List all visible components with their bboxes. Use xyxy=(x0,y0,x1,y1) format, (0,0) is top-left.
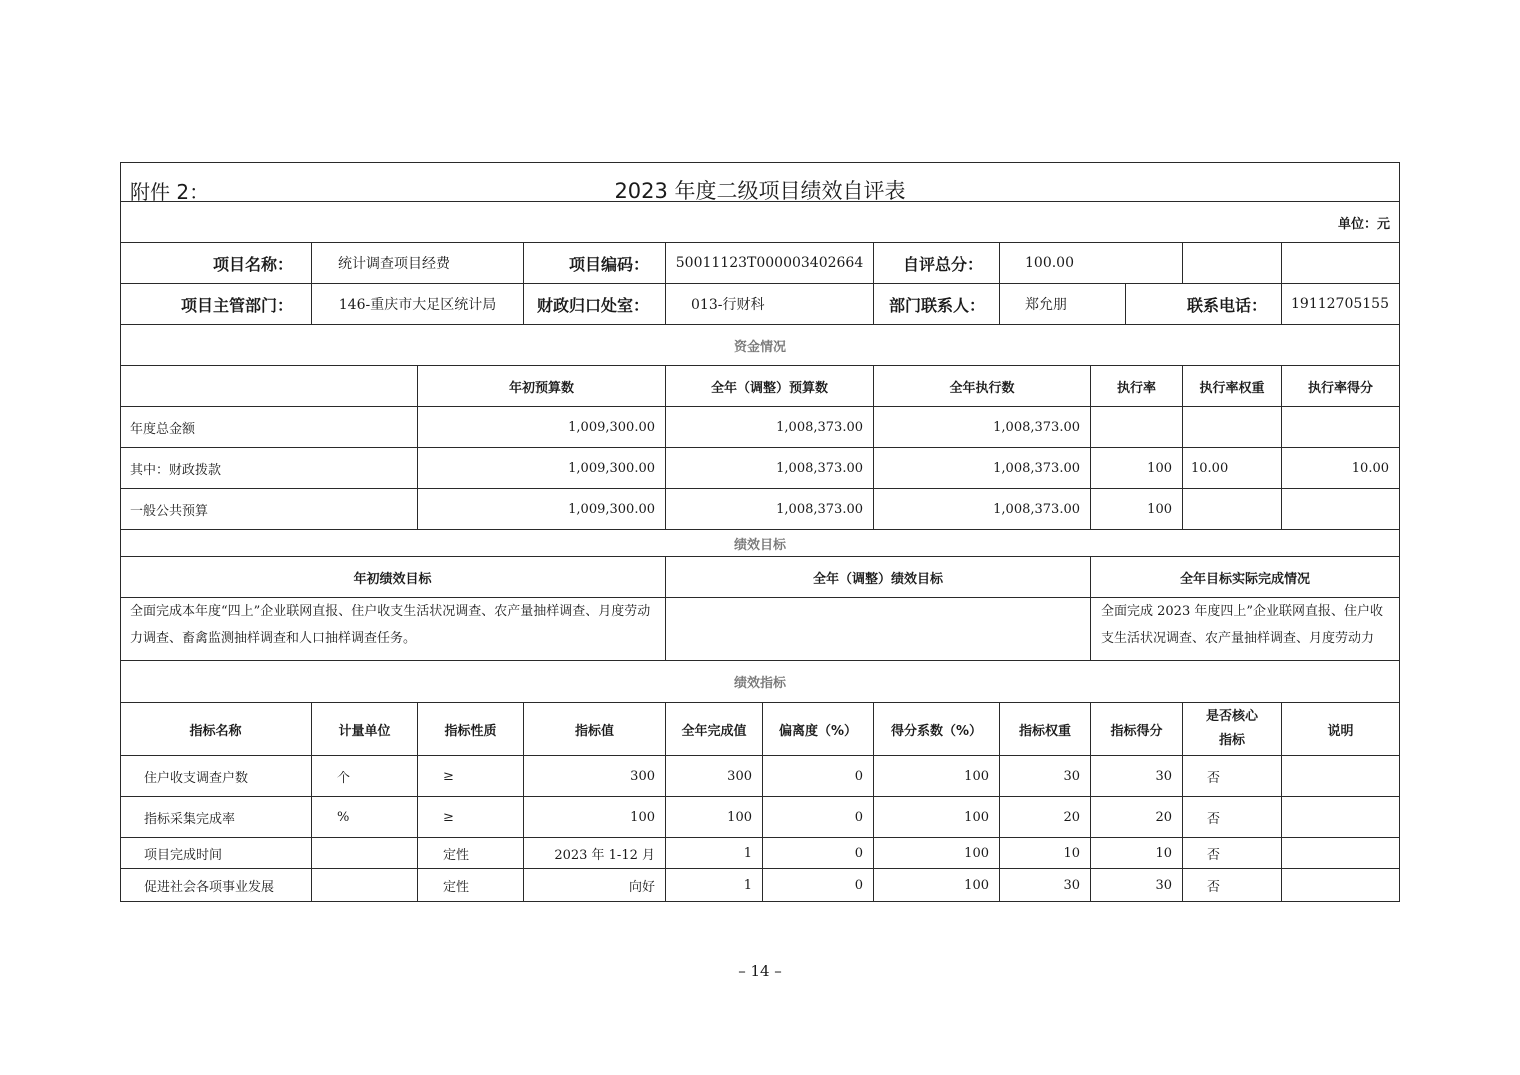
goals-adjusted-text xyxy=(666,598,1090,660)
ind-coef: 100 xyxy=(964,809,989,825)
goals-actual-text: 全面完成 2023 年度四上”企业联网直报、住户收支生活状况调查、农产量抽样调查、月度劳动力 xyxy=(1101,604,1383,646)
self-score-value: 100.00 xyxy=(1025,255,1074,271)
ind-weight: 20 xyxy=(1063,809,1080,825)
funds-header-score: 执行率得分 xyxy=(1307,380,1373,396)
ind-unit: 个 xyxy=(337,770,351,786)
funds-row-executed: 1,008,373.00 xyxy=(993,419,1080,435)
ind-deviation: 0 xyxy=(854,809,863,825)
project-name-value: 统计调查项目经费 xyxy=(338,256,450,272)
funds-row-initial: 1,009,300.00 xyxy=(568,460,655,476)
ind-value: 向好 xyxy=(628,879,655,895)
funds-header-weight: 执行率权重 xyxy=(1199,380,1265,396)
page-number: – 14 – xyxy=(738,962,782,980)
funds-row-name: 一般公共预算 xyxy=(130,503,209,519)
ind-coef: 100 xyxy=(964,768,989,784)
page-title: 2023 年度二级项目绩效自评表 xyxy=(614,179,906,203)
ind-score: 20 xyxy=(1155,809,1172,825)
ind-score: 30 xyxy=(1155,877,1172,893)
funds-section-title: 资金情况 xyxy=(733,339,786,355)
department-value: 146-重庆市大足区统计局 xyxy=(338,297,497,313)
goals-header-initial: 年初绩效目标 xyxy=(353,571,432,587)
funds-row-score xyxy=(1282,407,1399,447)
funds-row-adjusted: 1,008,373.00 xyxy=(776,419,863,435)
ind-done: 1 xyxy=(743,845,752,861)
ind-name: 项目完成时间 xyxy=(144,847,223,863)
funds-row-rate: 100 xyxy=(1147,501,1172,517)
ind-header-weight: 指标权重 xyxy=(1018,723,1071,739)
finance-office-label: 财政归口处室： xyxy=(536,295,649,315)
goals-header-adjusted: 全年（调整）绩效目标 xyxy=(812,571,943,587)
funds-header-rate: 执行率 xyxy=(1116,380,1156,396)
ind-note xyxy=(1282,838,1399,868)
funds-row-adjusted: 1,008,373.00 xyxy=(776,501,863,517)
ind-core: 否 xyxy=(1207,770,1221,786)
ind-nature: ≥ xyxy=(443,768,454,784)
funds-row-weight xyxy=(1183,489,1281,529)
ind-value: 300 xyxy=(630,768,655,784)
ind-score: 10 xyxy=(1155,845,1172,861)
ind-header-value: 指标值 xyxy=(574,723,614,739)
ind-core: 否 xyxy=(1207,879,1221,895)
attachment-label: 附件 2： xyxy=(130,179,210,204)
ind-core: 否 xyxy=(1207,847,1221,863)
finance-office-value: 013-行财科 xyxy=(691,297,765,313)
funds-row-name: 年度总金额 xyxy=(130,421,196,437)
funds-row-name: 其中：财政拨款 xyxy=(130,462,222,478)
project-name-label: 项目名称： xyxy=(212,254,293,274)
ind-header-nature: 指标性质 xyxy=(444,723,497,739)
funds-row-adjusted: 1,008,373.00 xyxy=(776,460,863,476)
funds-header-initial: 年初预算数 xyxy=(508,380,574,396)
ind-header-score: 指标得分 xyxy=(1110,723,1163,739)
self-score-label: 自评总分： xyxy=(902,254,983,274)
project-code-label: 项目编码： xyxy=(568,254,649,274)
department-label: 项目主管部门： xyxy=(180,295,293,315)
funds-row-score: 10.00 xyxy=(1351,460,1389,476)
ind-nature: 定性 xyxy=(443,847,470,863)
funds-row-executed: 1,008,373.00 xyxy=(993,501,1080,517)
contact-label: 部门联系人： xyxy=(888,295,985,315)
funds-header-adjusted: 全年（调整）预算数 xyxy=(710,380,828,396)
ind-coef: 100 xyxy=(964,845,989,861)
funds-row-executed: 1,008,373.00 xyxy=(993,460,1080,476)
phone-label: 联系电话： xyxy=(1186,295,1267,315)
evaluation-form xyxy=(120,162,1400,902)
ind-header-core: 是否核心指标 xyxy=(1205,709,1258,748)
goals-header-actual: 全年目标实际完成情况 xyxy=(1179,571,1310,587)
contact-value: 郑允朋 xyxy=(1025,297,1067,313)
funds-row-rate: 100 xyxy=(1147,460,1172,476)
ind-note xyxy=(1282,797,1399,837)
unit-label: 单位：元 xyxy=(1337,216,1390,232)
ind-weight: 30 xyxy=(1063,768,1080,784)
ind-note xyxy=(1282,756,1399,796)
ind-score: 30 xyxy=(1155,768,1172,784)
ind-weight: 30 xyxy=(1063,877,1080,893)
goals-initial-text: 全面完成本年度“四上”企业联网直报、住户收支生活状况调查、农产量抽样调查、月度劳动力调查、畜禽监测抽样调查和人口抽样调查任务。 xyxy=(130,604,651,646)
ind-coef: 100 xyxy=(964,877,989,893)
ind-header-done: 全年完成值 xyxy=(681,723,747,739)
funds-row-rate xyxy=(1091,407,1182,447)
ind-value: 2023 年 1-12 月 xyxy=(554,847,655,863)
goals-section-title: 绩效目标 xyxy=(733,537,786,553)
funds-row-score xyxy=(1282,489,1399,529)
funds-row-weight xyxy=(1183,407,1281,447)
ind-done: 100 xyxy=(727,809,752,825)
project-code-value: 50011123T000003402664 xyxy=(675,255,864,271)
ind-name: 住户收支调查户数 xyxy=(144,770,249,786)
ind-unit xyxy=(312,869,417,901)
ind-nature: 定性 xyxy=(443,879,470,895)
ind-header-deviation: 偏离度（%） xyxy=(778,723,858,739)
ind-header-coef: 得分系数（%） xyxy=(890,723,983,739)
ind-weight: 10 xyxy=(1063,845,1080,861)
ind-deviation: 0 xyxy=(854,768,863,784)
ind-unit: % xyxy=(337,809,350,825)
ind-header-unit: 计量单位 xyxy=(338,723,391,739)
ind-header-name: 指标名称 xyxy=(189,723,242,739)
ind-done: 1 xyxy=(743,877,752,893)
ind-done: 300 xyxy=(727,768,752,784)
funds-row-initial: 1,009,300.00 xyxy=(568,419,655,435)
phone-value: 19112705155 xyxy=(1291,296,1389,312)
ind-note xyxy=(1282,869,1399,901)
ind-deviation: 0 xyxy=(854,845,863,861)
funds-row-weight: 10.00 xyxy=(1191,460,1229,476)
ind-deviation: 0 xyxy=(854,877,863,893)
ind-nature: ≥ xyxy=(443,809,454,825)
ind-unit xyxy=(312,838,417,868)
ind-header-note: 说明 xyxy=(1327,723,1354,739)
ind-value: 100 xyxy=(630,809,655,825)
funds-row-initial: 1,009,300.00 xyxy=(568,501,655,517)
ind-name: 促进社会各项事业发展 xyxy=(144,879,275,895)
ind-core: 否 xyxy=(1207,811,1221,827)
indicators-section-title: 绩效指标 xyxy=(733,676,786,691)
ind-name: 指标采集完成率 xyxy=(144,811,236,827)
funds-header-executed: 全年执行数 xyxy=(949,380,1015,396)
